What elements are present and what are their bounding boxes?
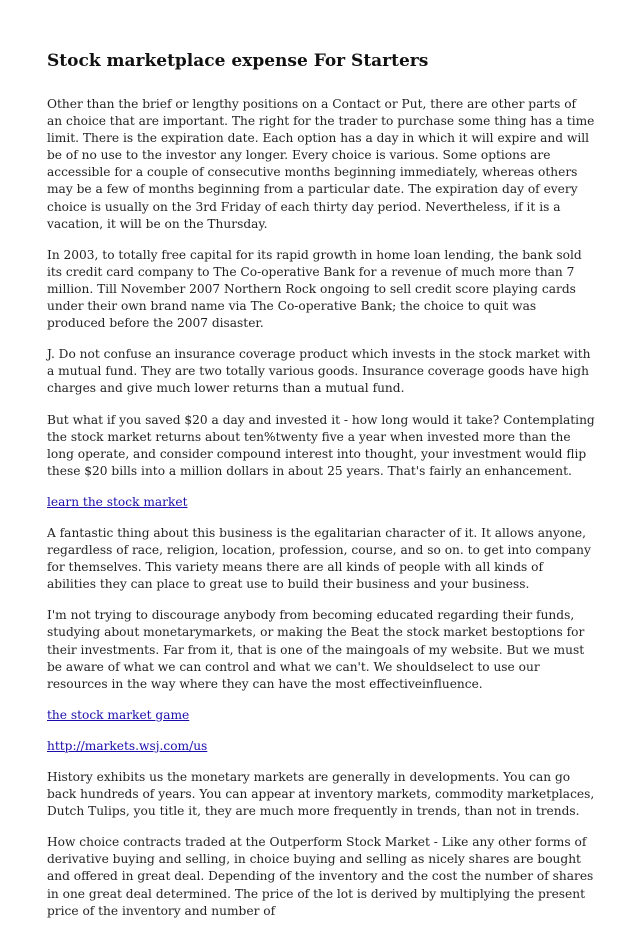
document-page [47,50,595,934]
stock-market-game-link[interactable]: the stock market game [47,707,190,722]
paragraph-northern-rock: In 2003, to totally free capital for its rapid growth in home loan lending, the bank sold its credit card company to The Co-operative Bank for a revenue of much more than 7 million. Till November 2007 Northern Rock ongoing to sell credit score playing cards under their own brand name via The Co-operative Bank; the choice to quit was produced before the 2007 disaster. [47,247,582,331]
paragraph-options-expiration: Other than the brief or lengthy positions on a Contact or Put, there are other parts of an choice that are important. The right for the trader to purchase some thing has a time limit. There is the expiration date. Each option has a day in which it will expire and will be of no use to the investor any longer. Every choice is various. Some options are accessible for a couple of consecutive months beginning immediately, whereas others may be a few of months beginning from a particular date. The expiration day of every choice is usually on the 3rd Friday of each thirty day period. Nevertheless, if it is a vacation, it will be on the Thursday. [47,97,595,231]
link-line-wsj [47,738,595,755]
document-title: Stock marketplace expense For Starters [47,51,429,71]
paragraph-choice-contracts: How choice contracts traded at the Outperform Stock Market - Like any other forms of derivative buying and selling, in choice buying and selling as nicely shares are bought and offered in great deal. Depending of the inventory and the cost the number of shares in one great deal determined. The price of the lot is derived by multiplying the present price of the inventory and number of [47,835,594,918]
paragraph-history: History exhibits us the monetary markets are generally in developments. You can go back hundreds of years. You can appear at inventory markets, commodity marketplaces, Dutch Tulips, you title it, they are much more frequently in trends, than not in trends. [47,770,595,819]
wsj-markets-link[interactable]: http://markets.wsj.com/us [47,738,208,753]
paragraph-savings: But what if you saved $20 a day and invested it - how long would it take? Contemplating the stock market returns about ten%twenty five a year when invested more than the long operate, and consider compound interest into thought, your investment would flip these $20 bills into a million dollars in about 25 years. That's fairly an enhancement. [47,412,595,478]
link-line-game [47,707,595,724]
link-line-learn [47,494,595,511]
paragraph-discourage: I'm not trying to discourage anybody from becoming educated regarding their funds, studying about monetarymarkets, or making the Beat the stock market bestoptions for their investments. Far from it, that is one of the maingoals of my website. But we must be aware of what we can control and what we can't. We shouldselect to use our resources in the way where they can have the most effectiveinfluence. [47,608,585,691]
paragraph-insurance: J. Do not confuse an insurance coverage product which invests in the stock market with a mutual fund. They are two totally various goods. Insurance coverage goods have high charges and give much lower returns than a mutual fund. [47,347,591,396]
paragraph-egalitarian: A fantastic thing about this business is the egalitarian character of it. It allows anyone, regardless of race, religion, location, profession, course, and so on. to get into company for themselves. This variety means there are all kinds of people with all kinds of abilities they can place to great use to build their business and your business. [47,525,591,592]
learn-stock-market-link[interactable]: learn the stock market [47,494,188,509]
